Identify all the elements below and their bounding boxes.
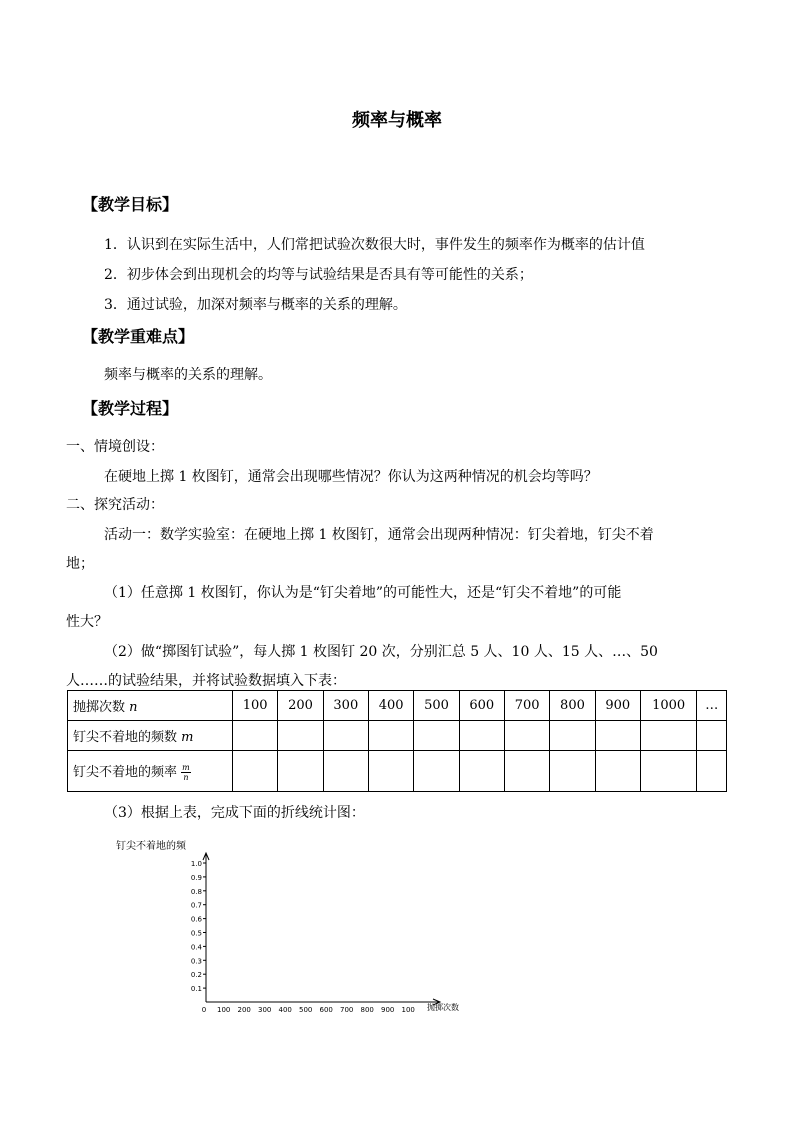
table-cell[interactable] <box>595 751 640 792</box>
step1-text: 在硬地上掷 1 枚图钉，通常会出现哪些情况？你认为这两种情况的机会均等吗？ <box>104 469 598 485</box>
y-axis-label: 钉尖不着地的频 <box>116 841 186 852</box>
table-cell[interactable] <box>323 751 368 792</box>
table-cell[interactable] <box>459 751 504 792</box>
table-cell[interactable] <box>323 721 368 751</box>
table-cell[interactable] <box>640 721 696 751</box>
column-header: 400 <box>368 691 413 721</box>
table-cell[interactable] <box>504 721 549 751</box>
line-chart <box>100 835 480 1020</box>
activity1-text: 活动一：数学实验室：在硬地上掷 1 枚图钉，通常会出现两种情况：钉尖着地，钉尖不着 <box>104 527 654 543</box>
table-cell[interactable] <box>368 751 413 792</box>
var-m: m <box>181 730 194 745</box>
row-label: 钉尖不着地的频数 m <box>68 721 233 751</box>
y-tick-label: 0.3 <box>190 957 202 966</box>
goal-item: 1．认识到在实际生活中，人们常把试验次数很大时，事件发生的频率作为概率的估计值 <box>104 237 645 253</box>
x-tick-label: 700 <box>340 1006 354 1014</box>
var-n: n <box>129 700 138 715</box>
y-tick-label: 0.2 <box>190 971 202 980</box>
x-tick-label: 800 <box>360 1006 374 1014</box>
data-table <box>67 690 727 792</box>
table-cell[interactable] <box>550 721 595 751</box>
table-cell[interactable] <box>595 721 640 751</box>
y-tick-label: 0.5 <box>190 929 202 938</box>
goals-heading: 【教学目标】 <box>82 195 179 214</box>
table-cell[interactable] <box>233 751 278 792</box>
column-header: … <box>697 691 727 721</box>
question-1-cont: 性大？ <box>66 614 108 630</box>
step1-title: 一、情境创设： <box>66 439 164 455</box>
table-cell[interactable] <box>278 721 323 751</box>
table-cell[interactable] <box>697 751 727 792</box>
table-cell[interactable] <box>368 721 413 751</box>
column-header: 800 <box>550 691 595 721</box>
table-row <box>68 751 727 792</box>
table-cell[interactable] <box>459 721 504 751</box>
x-tick-label: 400 <box>278 1006 292 1014</box>
question-1: （1）任意掷 1 枚图钉，你认为是“钉尖着地”的可能性大，还是“钉尖不着地”的可能 <box>104 585 622 601</box>
column-header: 1000 <box>640 691 696 721</box>
keypoints-heading: 【教学重难点】 <box>82 327 195 346</box>
column-header: 100 <box>233 691 278 721</box>
y-tick-label: 0.6 <box>190 915 202 924</box>
x-axis-label: 抛掷次数 <box>427 1003 459 1012</box>
question-2-cont: 人……的试验结果，并将试验数据填入下表： <box>66 673 346 689</box>
goal-item: 2．初步体会到出现机会的均等与试验结果是否具有等可能性的关系； <box>104 267 533 283</box>
column-header: 900 <box>595 691 640 721</box>
y-tick-label: 0.7 <box>190 901 202 910</box>
x-tick-label: 300 <box>258 1006 272 1014</box>
table-cell[interactable] <box>414 721 459 751</box>
table-cell[interactable] <box>414 751 459 792</box>
y-tick-label: 0.1 <box>190 985 202 994</box>
table-cell[interactable] <box>550 751 595 792</box>
table-cell[interactable] <box>697 721 727 751</box>
keypoints-text: 频率与概率的关系的理解。 <box>104 367 272 383</box>
question-2: （2）做“掷图钉试验”，每人掷 1 枚图钉 20 次，分别汇总 5 人、10 人、15 人、…、50 <box>104 644 658 660</box>
y-tick-label: 0.8 <box>190 887 202 896</box>
page-title: 频率与概率 <box>352 110 442 131</box>
activity1-text-cont: 地； <box>66 556 94 572</box>
table-cell[interactable] <box>640 751 696 792</box>
step2-title: 二、探究活动： <box>66 497 164 513</box>
column-header: 700 <box>504 691 549 721</box>
table-cell[interactable] <box>278 751 323 792</box>
x-tick-label: 200 <box>237 1006 251 1014</box>
column-header: 200 <box>278 691 323 721</box>
row-label: 钉尖不着地的频率 $\frac{m}{n}$ <box>68 751 233 792</box>
y-tick-label: 0.9 <box>190 873 202 882</box>
column-header: 500 <box>414 691 459 721</box>
process-heading: 【教学过程】 <box>82 399 179 418</box>
y-tick-label: 0.4 <box>190 943 202 952</box>
table-row <box>68 721 727 751</box>
x-tick-label: 100 <box>401 1006 415 1014</box>
x-tick-label: 0 <box>201 1006 207 1014</box>
x-tick-label: 500 <box>299 1006 313 1014</box>
goal-item: 3．通过试验，加深对频率与概率的关系的理解。 <box>104 297 407 313</box>
table-cell[interactable] <box>504 751 549 792</box>
fraction-m-over-n: $\frac{m}{n}$ <box>182 762 190 782</box>
table-row <box>68 691 727 721</box>
table-cell[interactable] <box>233 721 278 751</box>
row-label: 抛掷次数 n <box>68 691 233 721</box>
x-tick-label: 100 <box>217 1006 231 1014</box>
x-tick-label: 600 <box>319 1006 333 1014</box>
x-tick-label: 900 <box>381 1006 395 1014</box>
question-3: （3）根据上表，完成下面的折线统计图： <box>104 805 365 821</box>
column-header: 300 <box>323 691 368 721</box>
y-tick-label: 1.0 <box>190 860 202 868</box>
column-header: 600 <box>459 691 504 721</box>
